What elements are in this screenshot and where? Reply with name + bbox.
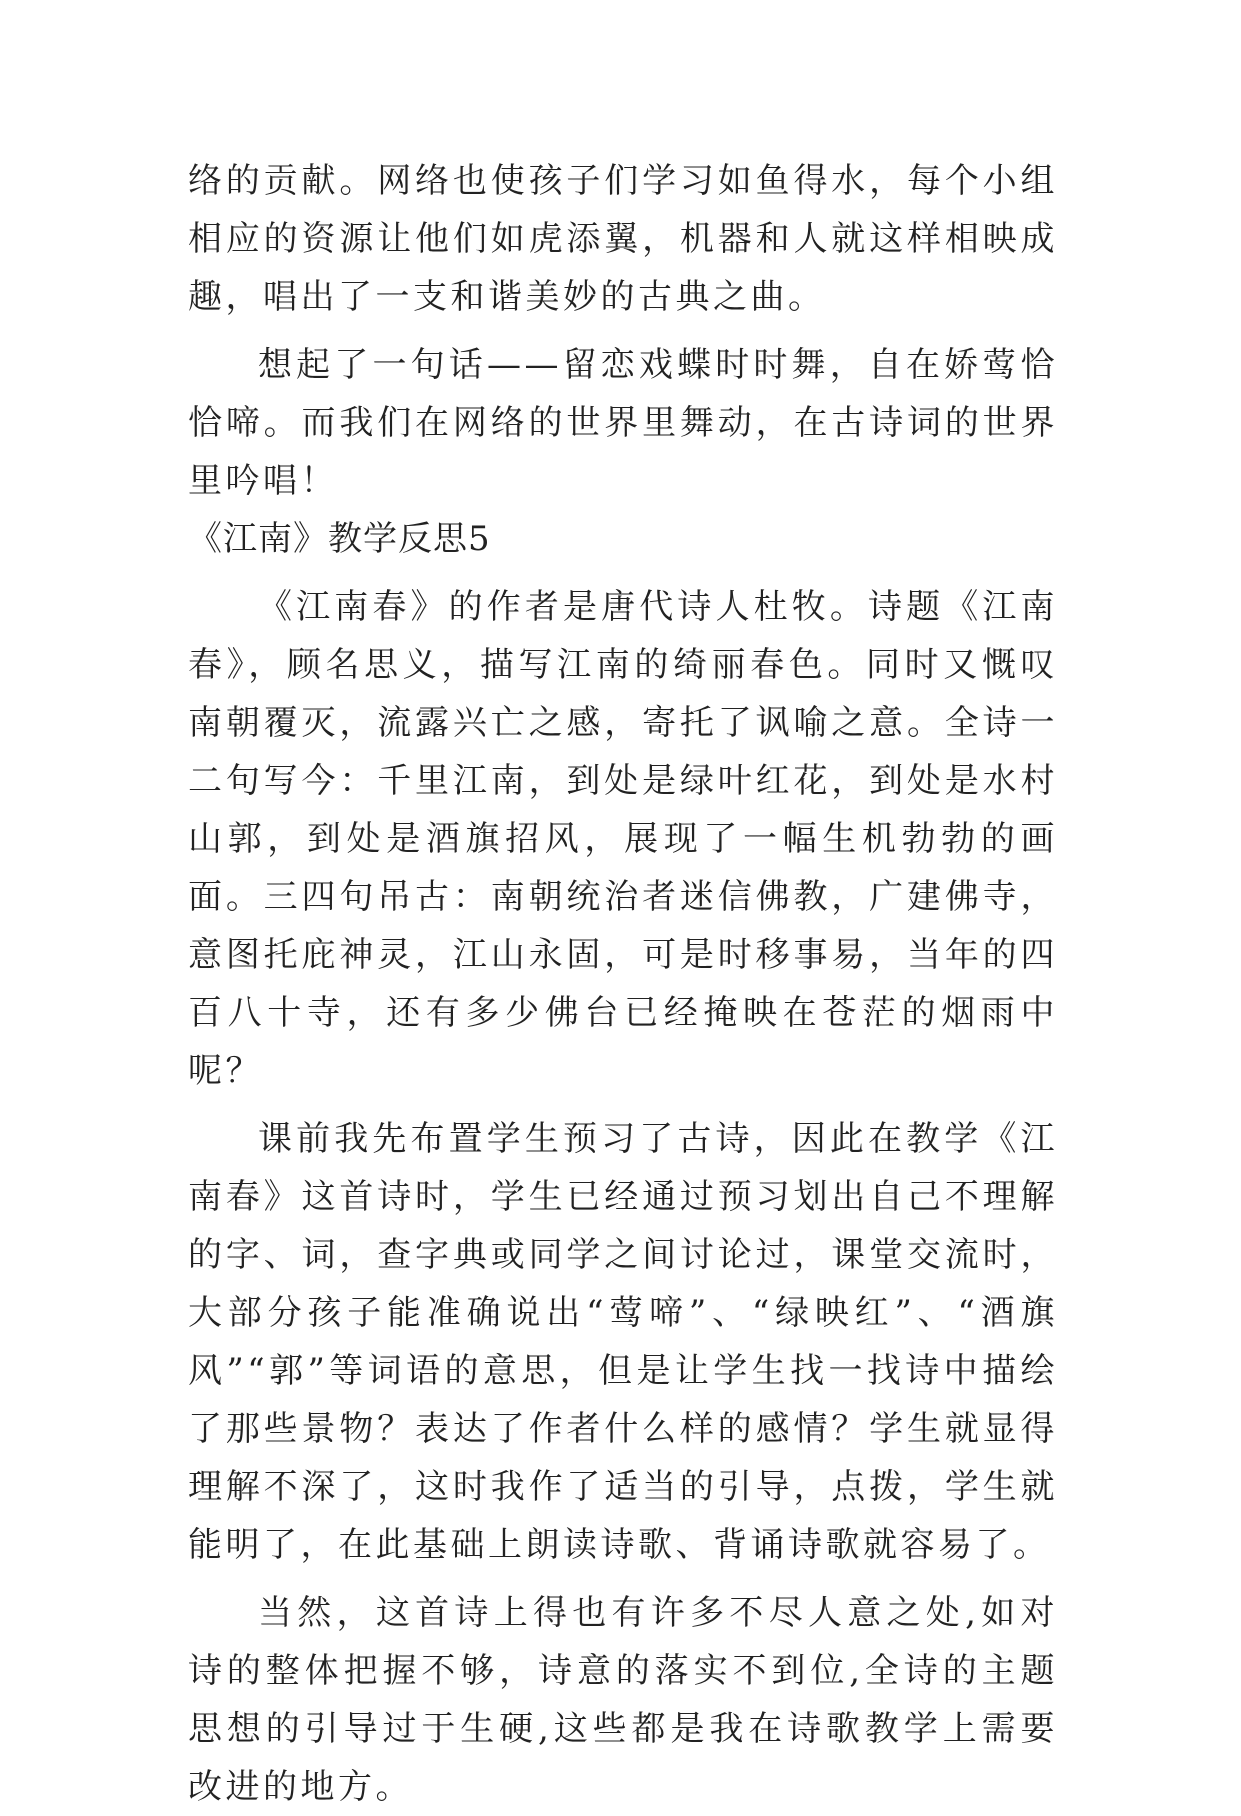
section-heading: 《江南》教学反思5: [188, 519, 491, 559]
document-body: [188, 152, 1058, 1816]
paragraph-continuation: 络的贡献。网络也使孩子们学习如鱼得水，每个小组相应的资源让他们如虎添翼，机器和人就这样相映成趣，唱出了一支和谐美妙的古典之曲。: [188, 161, 1058, 317]
paragraph-lesson-process: 课前我先布置学生预习了古诗，因此在教学《江南春》这首诗时，学生已经通过预习划出自己不理解的字、词，查字典或同学之间讨论过，课堂交流时，大部分孩子能准确说出“莺啼”、“绿映红”、“酒旗风”“郭”等词语的意思，但是让学生找一找诗中描绘了那些景物？表达了作者什么样的感情？学生就显得理解不深了，这时我作了适当的引导，点拨，学生就能明了，在此基础上朗读诗歌、背诵诗歌就容易了。: [188, 1119, 1058, 1565]
paragraph-quote: 想起了一句话——留恋戏蝶时时舞，自在娇莺恰恰啼。而我们在网络的世界里舞动，在古诗词的世界里吟唱！: [188, 345, 1058, 501]
paragraph-poem-intro: 《江南春》的作者是唐代诗人杜牧。诗题《江南春》，顾名思义，描写江南的绮丽春色。同时又慨叹南朝覆灭，流露兴亡之感，寄托了讽喻之意。全诗一二句写今：千里江南，到处是绿叶红花，到处是水村山郭，到处是酒旗招风，展现了一幅生机勃勃的画面。三四句吊古：南朝统治者迷信佛教，广建佛寺，意图托庇神灵，江山永固，可是时移事易，当年的四百八十寺，还有多少佛台已经掩映在苍茫的烟雨中呢？: [188, 587, 1058, 1091]
paragraph-reflection: 当然，这首诗上得也有许多不尽人意之处,如对诗的整体把握不够，诗意的落实不到位,全诗的主题思想的引导过于生硬,这些都是我在诗歌教学上需要改进的地方。: [188, 1593, 1058, 1807]
